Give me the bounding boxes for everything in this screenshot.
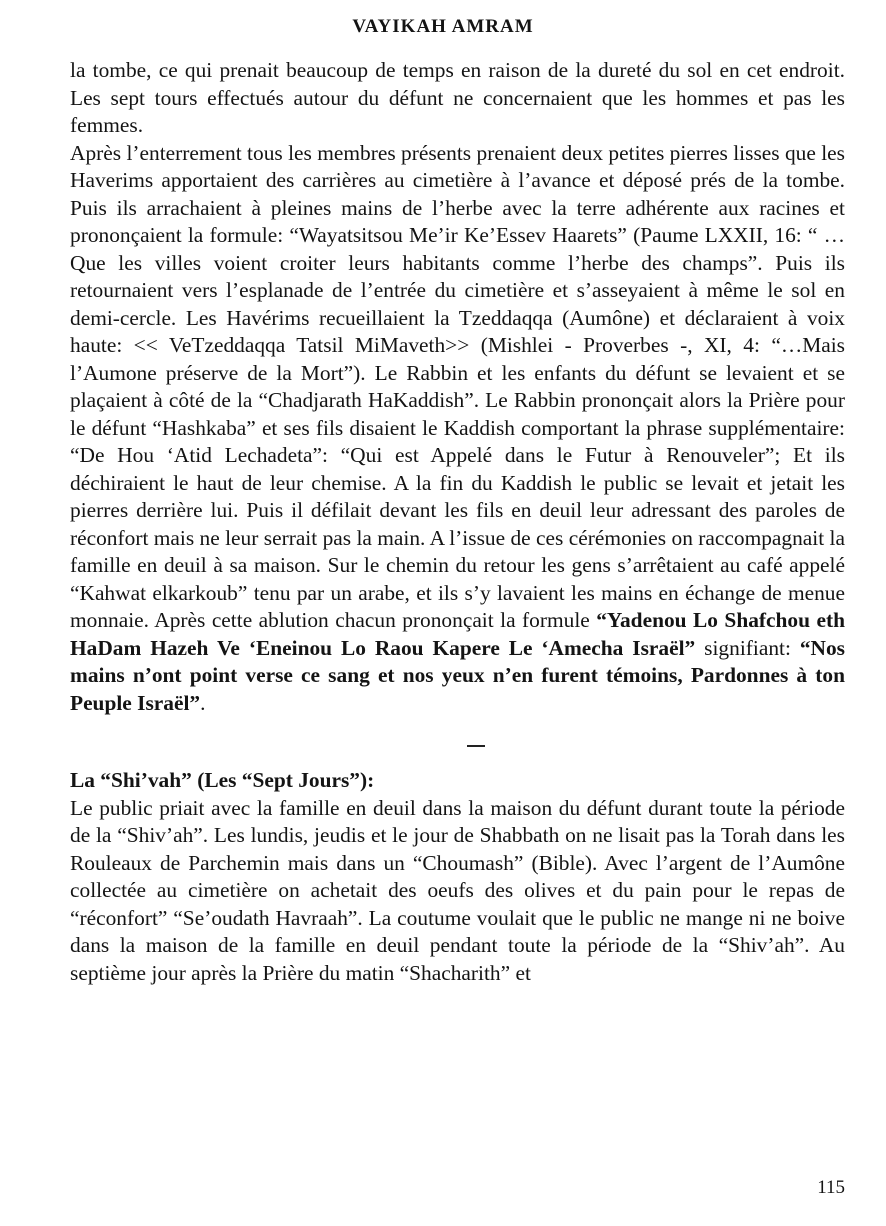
divider-mark: [467, 745, 485, 747]
formula-joiner: signifiant:: [695, 635, 800, 660]
bold-formula: “Yadenou Lo Shafchou eth HaDam Hazeh Ve ‘Eneinou Lo Raou Kapere Le ‘Amecha Israël”: [70, 608, 845, 660]
paragraph-end: .: [200, 690, 206, 715]
paragraph-text: Le public priait avec la famille en deuil dans la maison du défunt durant toute la période de la “Shiv’ah”. Les lundis, jeudis et le jour de Shabbath on ne lisait pas la Torah dans les Rouleaux de Parchemin mais dans un “Choumash” (Bible). Avec l’argent de l’Aumône collectée au cimetière on achetait des oeufs des olives et du pain pour le repas de “réconfort” “Se’oudath Havraah”. La coutume voulait que le public ne mange ni ne boive dans la maison de la famille en deuil pendant toute la période de la “Shiv’ah”. Au septième jour après la Prière du matin “Shacharith” et: [70, 795, 845, 985]
paragraph-text: Après l’enterrement tous les membres présents prenaient deux petites pierres lisses que les Haverims apportaient des carrières au cimetière à l’avance et déposé prés de la tombe. Puis ils arrachaient à pleines mains de l’herbe avec la terre adhérente aux racines et prononçaient la formule: “Wayatsitsou Me’ir Ke’Essev Haarets” (Paume LXXII, 16: “ …Que les villes voient croiter leurs habitants comme l’herbe des champs”. Puis ils retournaient vers l’esplanade de l’entrée du cimetière et s’asseyaient à même le sol en demi-cercle. Les Havérims recueillaient la Tzeddaqqa (Aumône) et déclaraient à voix haute: << VeTzeddaqqa Tatsil MiMaveth>> (Mishlei - Proverbes -, XI, 4: “…Mais l’Aumone préserve de la Mort”). Le Rabbin et les enfants du défunt se levaient et se plaçaient à côté de la “Chadjarath HaKaddish”. Le Rabbin prononçait alors la Prière pour le défunt “Hashkaba” et ses fils disaient le Kaddish comportant la phrase supplémentaire: “De Hou ‘Atid Lechadeta”: “Qui est Appelé dans le Futur à Renouveler”; Et ils déchiraient le haut de leur chemise. A la fin du Kaddish le public se levait et jetait les pierres derrière lui. Puis il défilait devant les fils en deuil leur adressant des paroles de réconfort mais ne leur serrait pas la main. A l’issue de ces cérémonies on raccompagnait la famille en deuil à sa maison. Sur le chemin du retour les gens s’arrêtaient au café appelé “Kahwat elkarkoub” tenu par un arabe, et ils s’y lavaient les mains en échange de menue monnaie. Après cette ablution chacun prononçait la formule: [70, 140, 845, 632]
paragraph-text: la tombe, ce qui prenait beaucoup de temps en raison de la dureté du sol en cet endroit. Les sept tours effectués autour du défunt ne concernaient que les hommes et pas les femmes.: [70, 58, 845, 137]
page-number: 115: [817, 1177, 845, 1198]
bold-translation: “Nos mains n’ont point verse ce sang et nos yeux n’en furent témoins, Pardonnes à ton Peuple Israël”: [70, 635, 845, 715]
paragraph-shivah: [70, 795, 845, 988]
paragraph-continuation: [70, 57, 845, 140]
paragraph-burial-rites: [70, 140, 845, 718]
running-header: VAYIKAH AMRAM: [352, 16, 534, 37]
section-divider: [70, 723, 845, 750]
section-heading: La “Shi’vah” (Les “Sept Jours”):: [70, 768, 375, 792]
main-text-block: [70, 57, 845, 987]
